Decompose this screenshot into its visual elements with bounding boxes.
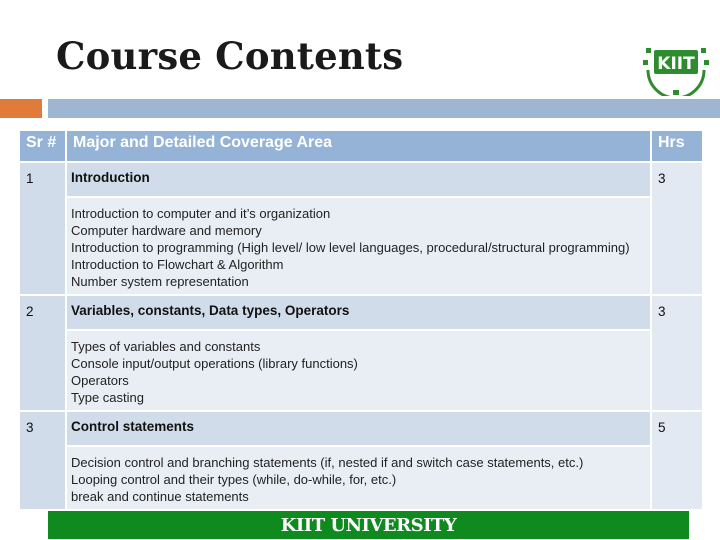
row-hours: 3 [651, 162, 703, 295]
detail-item: Introduction to Flowchart & Algorithm [71, 257, 284, 272]
topic-details [66, 446, 651, 510]
details-row [19, 330, 703, 411]
detail-item: Computer hardware and memory [71, 223, 262, 238]
detail-item: Introduction to programming (High level/ low level languages, procedural/structural programming) [71, 240, 630, 255]
logo-text: KIIT [657, 54, 695, 74]
header-area: Major and Detailed Coverage Area [66, 130, 651, 162]
course-contents-table [18, 129, 704, 511]
topic-title: Control statements [66, 411, 651, 446]
kiit-logo-icon [640, 40, 712, 96]
footer-text: KIIT UNIVERSITY [280, 514, 457, 536]
row-number: 1 [19, 162, 66, 295]
details-row [19, 197, 703, 295]
detail-item: Operators [71, 373, 129, 388]
detail-item: Console input/output operations (library functions) [71, 356, 358, 371]
topic-title: Introduction [66, 162, 651, 197]
detail-item: Introduction to computer and it’s organization [71, 206, 331, 221]
row-hours: 3 [651, 295, 703, 411]
slide-title: Course Contents [56, 34, 404, 78]
footer-bar [48, 511, 689, 539]
topic-title: Variables, constants, Data types, Operators [66, 295, 651, 330]
accent-bar-blue [48, 99, 720, 118]
row-number: 2 [19, 295, 66, 411]
header-hrs: Hrs [651, 130, 703, 162]
detail-item: Types of variables and constants [71, 339, 261, 354]
detail-item: Decision control and branching statements (if, nested if and switch case statements, etc.) [71, 455, 584, 470]
detail-item: Type casting [71, 390, 144, 405]
topic-details [66, 197, 651, 295]
topic-details [66, 330, 651, 411]
table-body [19, 162, 703, 510]
topic-row [19, 411, 703, 446]
detail-item: Looping control and their types (while, do-while, for, etc.) [71, 472, 397, 487]
row-number: 3 [19, 411, 66, 510]
topic-row [19, 295, 703, 330]
details-row [19, 446, 703, 510]
detail-item: break and continue statements [71, 489, 249, 504]
detail-item: Number system representation [71, 274, 249, 289]
topic-row [19, 162, 703, 197]
accent-bar-orange [0, 99, 42, 118]
header-sr: Sr # [19, 130, 66, 162]
table-header-row [19, 130, 703, 162]
row-hours: 5 [651, 411, 703, 510]
